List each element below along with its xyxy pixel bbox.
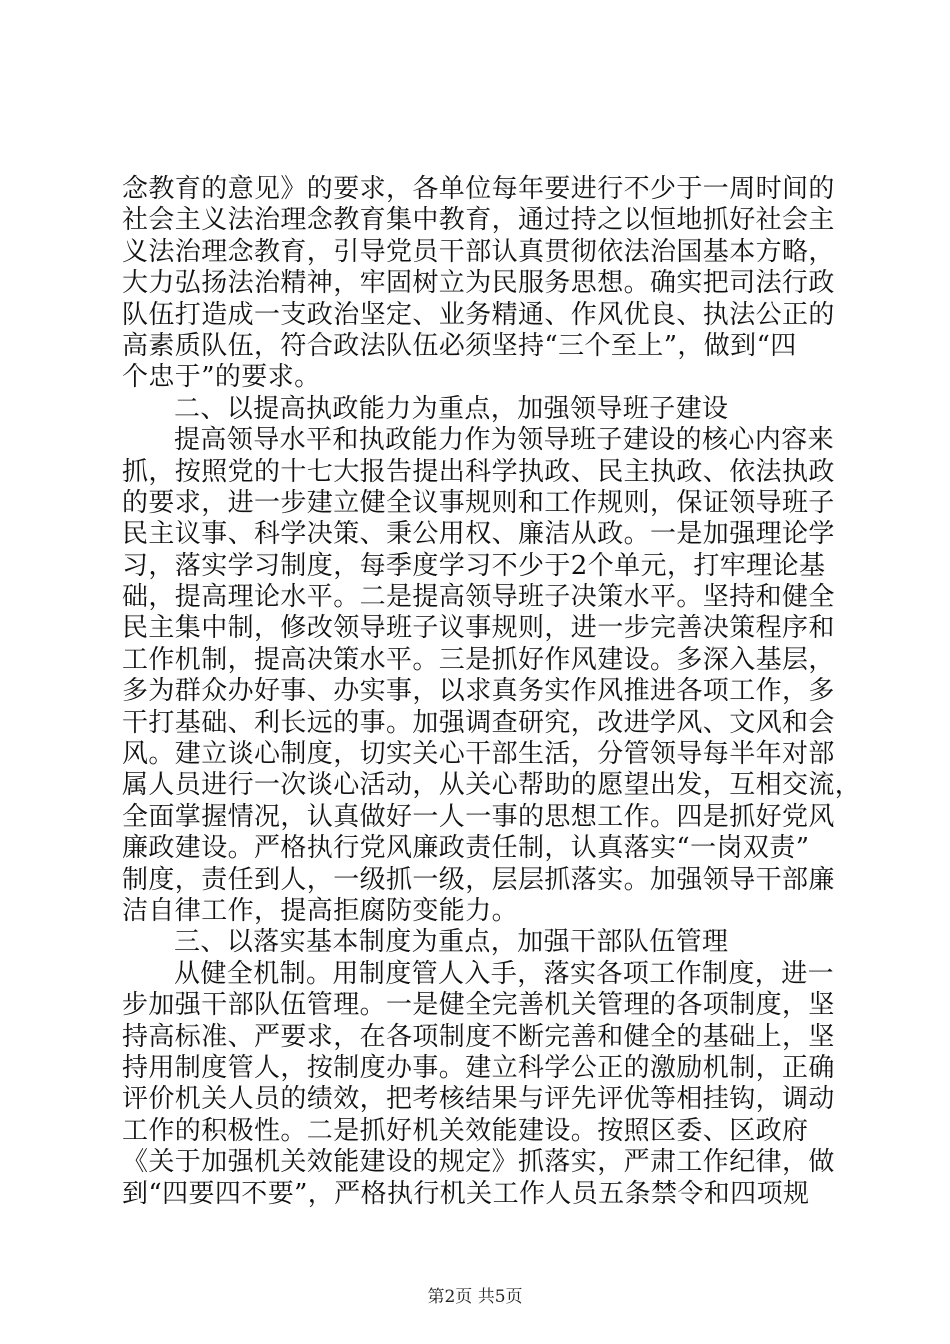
- text-line: 础，提高理论水平。二是提高领导班子决策水平。坚持和健全: [122, 582, 835, 613]
- text-line: 多为群众办好事、办实事，以求真务实作风推进各项工作，多: [122, 676, 835, 707]
- text-line: 抓，按照党的十七大报告提出科学执政、民主执政、依法执政: [122, 456, 835, 487]
- text-line: 《关于加强机关效能建设的规定》抓落实，严肃工作纪律，做: [122, 1147, 835, 1178]
- text-line: 念教育的意见》的要求，各单位每年要进行不少于一周时间的: [122, 174, 835, 204]
- text-line: 个忠于”的要求。: [122, 362, 321, 393]
- text-line: 洁自律工作，提高拒腐防变能力。: [122, 895, 519, 926]
- document-body: [122, 174, 862, 1210]
- text-line: 民主议事、科学决策、秉公用权、廉洁从政。一是加强理论学: [122, 519, 835, 550]
- text-line: 步加强干部队伍管理。一是健全完善机关管理的各项制度，坚: [122, 990, 835, 1021]
- paragraph-first-line: 三、以落实基本制度为重点，加强干部队伍管理: [174, 927, 729, 958]
- paragraph-first-line: 提高领导水平和执政能力作为领导班子建设的核心内容来: [174, 425, 835, 456]
- text-line: 评价机关人员的绩效，把考核结果与评先评优等相挂钩，调动: [122, 1084, 835, 1115]
- text-line: 的要求，进一步建立健全议事规则和工作规则，保证领导班子: [122, 487, 835, 518]
- text-line: 高素质队伍，符合政法队伍必须坚持“三个至上”，做到“四: [122, 330, 797, 361]
- text-line: 到“四要四不要”，严格执行机关工作人员五条禁令和四项规: [122, 1178, 810, 1209]
- text-line: 队伍打造成一支政治坚定、业务精通、作风优良、执法公正的: [122, 299, 835, 330]
- text-line: 民主集中制，修改领导班子议事规则，进一步完善决策程序和: [122, 613, 835, 644]
- text-line: 持高标准、严要求，在各项制度不断完善和健全的基础上，坚: [122, 1021, 835, 1052]
- paragraph-first-line: 从健全机制。用制度管人入手，落实各项工作制度，进一: [174, 958, 835, 989]
- text-line: 制度，责任到人，一级抓一级，层层抓落实。加强领导干部廉: [122, 864, 835, 895]
- page-footer: 第2页 共5页: [427, 1287, 523, 1307]
- text-line: 习，落实学习制度，每季度学习不少于2个单元，打牢理论基: [122, 550, 826, 581]
- text-line: 持用制度管人，按制度办事。建立科学公正的激励机制，正确: [122, 1052, 835, 1083]
- text-line: 全面掌握情况，认真做好一人一事的思想工作。四是抓好党风: [122, 801, 835, 832]
- text-line: 廉政建设。严格执行党风廉政责任制，认真落实“一岗双责”: [122, 833, 810, 864]
- text-line: 干打基础、利长远的事。加强调查研究，改进学风、文风和会: [122, 707, 835, 738]
- text-line: 大力弘扬法治精神，牢固树立为民服务思想。确实把司法行政: [122, 268, 835, 299]
- paragraph-first-line: 二、以提高执政能力为重点，加强领导班子建设: [174, 393, 729, 424]
- text-line: 工作的积极性。二是抓好机关效能建设。按照区委、区政府: [122, 1115, 809, 1146]
- text-line: 社会主义法治理念教育集中教育，通过持之以恒地抓好社会主: [122, 205, 835, 236]
- text-line: 属人员进行一次谈心活动，从关心帮助的愿望出发，互相交流，: [122, 770, 862, 801]
- text-line: 风。建立谈心制度，切实关心干部生活，分管领导每半年对部: [122, 739, 835, 770]
- text-line: 义法治理念教育，引导党员干部认真贯彻依法治国基本方略，: [122, 236, 835, 267]
- text-line: 工作机制，提高决策水平。三是抓好作风建设。多深入基层，: [122, 644, 835, 675]
